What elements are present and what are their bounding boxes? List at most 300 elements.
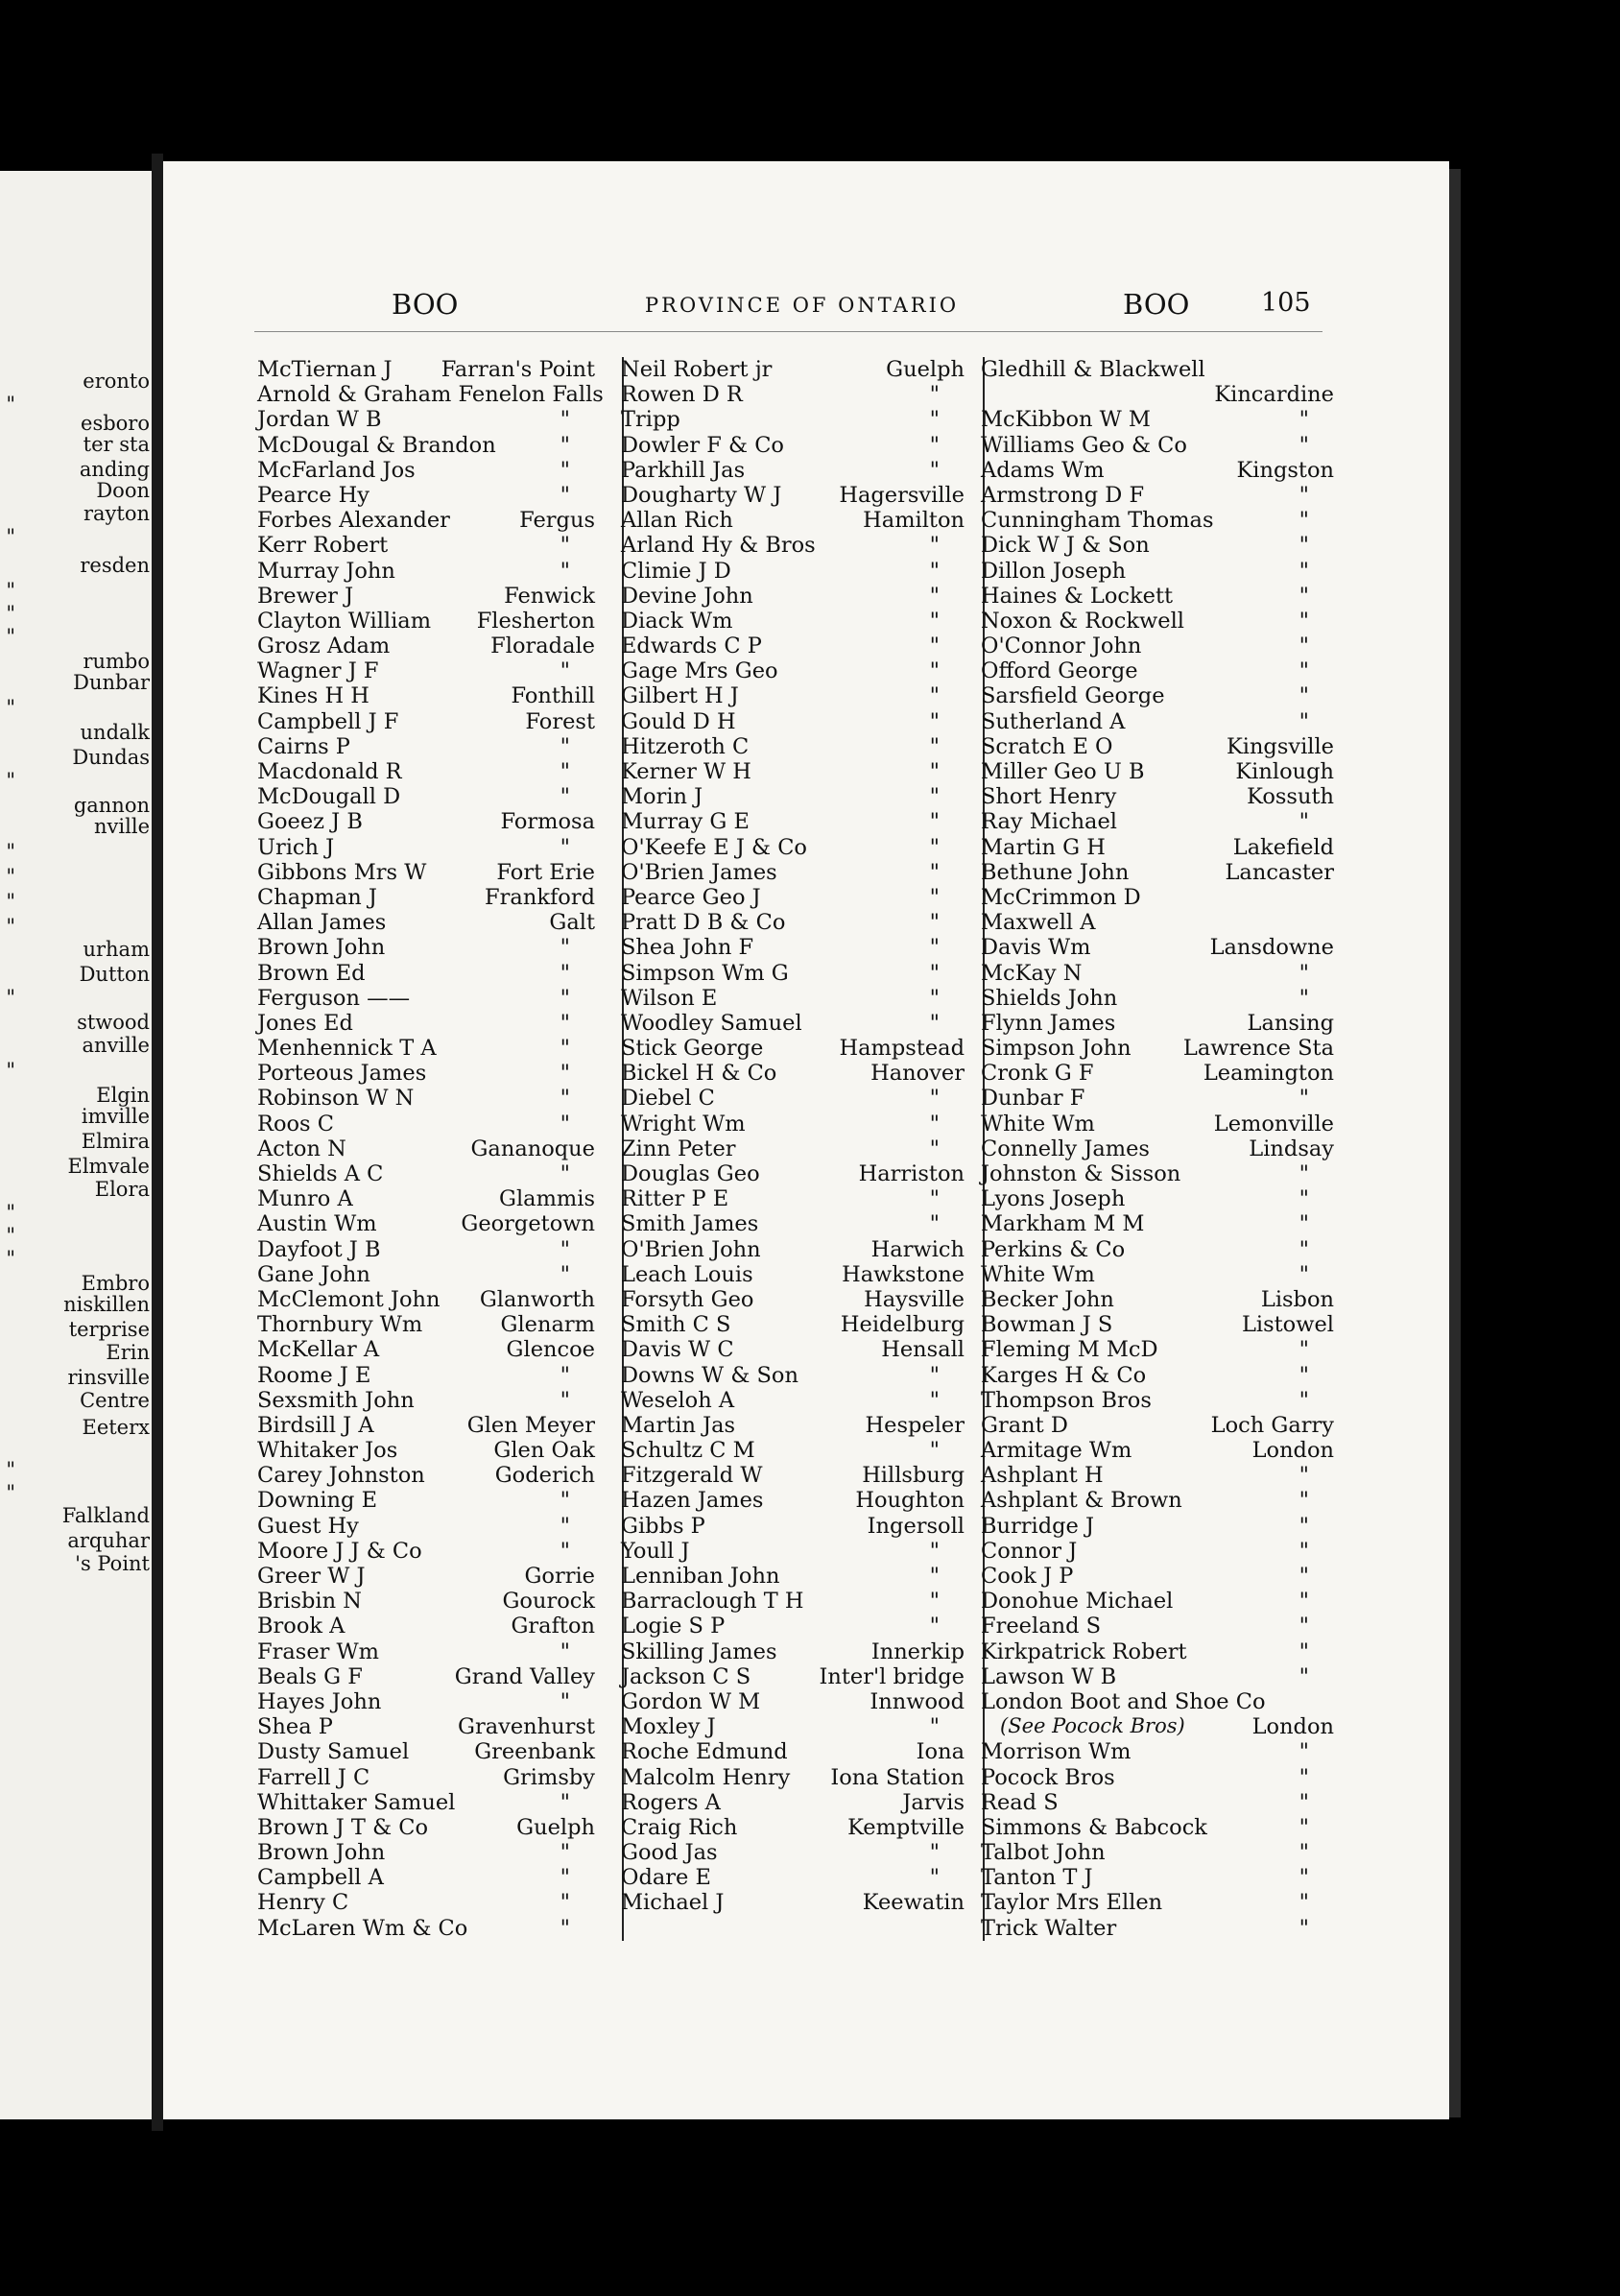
entry-place: Lindsay xyxy=(1249,1136,1334,1161)
entry-name: Pratt D B & Co xyxy=(621,910,786,936)
entry-name: McFarland Jos xyxy=(257,457,416,483)
left-page-fragment-text: " xyxy=(6,625,15,648)
ditto-mark: " xyxy=(560,432,570,458)
ditto-mark: " xyxy=(1298,1814,1309,1840)
entry-name: Short Henry xyxy=(981,784,1117,810)
entry-place: Grimsby xyxy=(503,1764,595,1790)
directory-entry xyxy=(621,1061,965,1086)
entry-name: Birdsill J A xyxy=(257,1412,374,1438)
ditto-mark: " xyxy=(929,708,940,734)
entry-name: Acton N xyxy=(257,1136,346,1161)
entry-name: Karges H & Co xyxy=(981,1362,1147,1388)
directory-entry xyxy=(257,458,595,483)
ditto-mark: " xyxy=(1298,1261,1309,1287)
ditto-mark: " xyxy=(1298,1362,1309,1388)
entry-name: Martin Jas xyxy=(621,1412,736,1438)
ditto-mark: " xyxy=(560,1387,570,1413)
ditto-mark: " xyxy=(929,784,940,810)
directory-entry xyxy=(981,533,1334,558)
entry-name: Taylor Mrs Ellen xyxy=(981,1890,1163,1916)
directory-entry xyxy=(981,584,1334,609)
entry-name: Bethune John xyxy=(981,859,1130,885)
directory-entry xyxy=(621,1287,965,1312)
entry-name: Brisbin N xyxy=(257,1589,362,1614)
entry-name: Kines H H xyxy=(257,683,369,709)
ditto-mark: " xyxy=(1298,1211,1309,1237)
entry-name: Campbell A xyxy=(257,1865,384,1891)
ditto-mark: " xyxy=(1298,960,1309,986)
entry-name: Wilson E xyxy=(621,985,718,1011)
entry-name: Shea John F xyxy=(621,935,754,961)
directory-entry xyxy=(257,809,595,834)
entry-name: McKay N xyxy=(981,960,1083,986)
entry-name: Diack Wm xyxy=(621,608,733,634)
entry-name: Offord George xyxy=(981,658,1138,684)
directory-entry xyxy=(981,1589,1334,1614)
entry-place: Hamilton xyxy=(863,508,965,534)
directory-column-3 xyxy=(981,357,1334,1941)
entry-name: Cronk G F xyxy=(981,1061,1094,1087)
directory-entry xyxy=(257,382,604,408)
entry-name: Moore J J & Co xyxy=(257,1538,422,1564)
directory-entry xyxy=(981,1790,1334,1815)
left-page-fragment-text: Embro xyxy=(81,1272,150,1295)
directory-entry xyxy=(621,885,965,910)
directory-entry xyxy=(981,1488,1334,1513)
entry-place: Leamington xyxy=(1203,1061,1334,1087)
entry-name: Morin J xyxy=(621,784,703,810)
directory-entry xyxy=(257,1011,595,1036)
ditto-mark: " xyxy=(1298,482,1309,508)
ditto-mark: " xyxy=(1298,1337,1309,1363)
entry-name: Dusty Samuel xyxy=(257,1739,410,1765)
directory-entry xyxy=(257,860,595,885)
directory-entry xyxy=(257,1036,595,1061)
header-left-keyword: BOO xyxy=(392,288,459,321)
directory-entry xyxy=(981,1890,1334,1915)
directory-entry xyxy=(257,1312,595,1337)
entry-name: Connelly James xyxy=(981,1136,1150,1161)
directory-entry xyxy=(981,559,1334,584)
directory-entry xyxy=(621,1739,965,1764)
directory-entry xyxy=(621,1790,965,1815)
entry-name: Cook J P xyxy=(981,1564,1074,1589)
directory-column-1 xyxy=(257,357,604,1941)
ditto-mark: " xyxy=(560,1688,570,1714)
ditto-mark: " xyxy=(1298,634,1309,659)
entry-place: Lisbon xyxy=(1260,1286,1334,1312)
entry-place: Flesherton xyxy=(476,608,595,634)
entry-place: Gorrie xyxy=(524,1564,595,1589)
directory-entry xyxy=(621,1312,965,1337)
ditto-mark: " xyxy=(560,658,570,684)
directory-entry xyxy=(981,734,1334,759)
entry-name: Ritter P E xyxy=(621,1186,729,1212)
directory-entry xyxy=(257,1337,595,1362)
ditto-mark: " xyxy=(929,809,940,835)
directory-entry xyxy=(621,458,965,483)
directory-entry xyxy=(621,935,965,960)
entry-name: Haines & Lockett xyxy=(981,583,1174,609)
directory-entry xyxy=(621,1815,965,1840)
directory-entry xyxy=(621,584,965,609)
left-page-fragment-text: imville xyxy=(81,1105,150,1128)
directory-entry xyxy=(257,1186,595,1211)
entry-place: Harriston xyxy=(858,1161,965,1186)
left-page-fragment-text: " xyxy=(6,602,15,625)
entry-name: Forbes Alexander xyxy=(257,508,450,534)
entry-place: Lansing xyxy=(1247,1010,1334,1036)
ditto-mark: " xyxy=(560,1111,570,1136)
directory-entry xyxy=(621,1262,965,1287)
ditto-mark: " xyxy=(929,1564,940,1589)
directory-entry xyxy=(621,1664,965,1689)
ditto-mark: " xyxy=(560,1915,570,1941)
entry-name: Davis Wm xyxy=(981,935,1091,961)
entry-name: Shea P xyxy=(257,1714,333,1740)
entry-place: Innwood xyxy=(870,1688,965,1714)
directory-entry xyxy=(257,1614,595,1638)
ditto-mark: " xyxy=(560,733,570,759)
directory-entry xyxy=(621,1363,965,1388)
directory-entry xyxy=(981,683,1334,708)
directory-entry xyxy=(981,1714,1334,1739)
ditto-mark: " xyxy=(929,382,940,408)
directory-entry xyxy=(981,1514,1334,1539)
ditto-mark: " xyxy=(1298,1589,1309,1614)
directory-entry xyxy=(621,809,965,834)
left-page-fragment-text: gannon xyxy=(73,794,150,817)
ditto-mark: " xyxy=(560,1086,570,1112)
ditto-mark: " xyxy=(929,1086,940,1112)
directory-entry xyxy=(981,658,1334,683)
ditto-mark: " xyxy=(929,608,940,634)
entry-place: Hawkstone xyxy=(842,1261,965,1287)
entry-place: Kincardine xyxy=(1214,382,1334,408)
directory-entry xyxy=(257,1488,595,1513)
ditto-mark: " xyxy=(929,910,940,936)
entry-place: Gananoque xyxy=(470,1136,595,1161)
ditto-mark: " xyxy=(1298,1387,1309,1413)
directory-entry xyxy=(257,1815,595,1840)
directory-entry xyxy=(257,609,595,634)
left-page-fragment-text: terprise xyxy=(68,1318,150,1341)
ditto-mark: " xyxy=(1298,708,1309,734)
directory-entry xyxy=(981,407,1334,432)
ditto-mark: " xyxy=(1298,809,1309,835)
entry-name: McDougall D xyxy=(257,784,401,810)
entry-name: Martin G H xyxy=(981,834,1106,860)
entry-name: Trick Walter xyxy=(981,1915,1117,1941)
ditto-mark: " xyxy=(929,683,940,709)
directory-entry xyxy=(257,1689,595,1714)
entry-name: Gibbs P xyxy=(621,1513,705,1539)
entry-name: Brook A xyxy=(257,1614,345,1639)
directory-entry xyxy=(257,1714,595,1739)
directory-entry xyxy=(981,935,1334,960)
directory-entry xyxy=(621,1136,965,1161)
entry-place: Lakefield xyxy=(1232,834,1334,860)
entry-name: Roche Edmund xyxy=(621,1739,788,1765)
directory-entry xyxy=(621,759,965,784)
directory-entry xyxy=(621,910,965,935)
entry-name: Michael J xyxy=(621,1890,725,1916)
left-page-fragment-text: urham xyxy=(83,938,150,961)
directory-entry xyxy=(621,835,965,860)
entry-name: Downs W & Son xyxy=(621,1362,798,1388)
ditto-mark: " xyxy=(560,935,570,961)
entry-name: Forsyth Geo xyxy=(621,1286,754,1312)
ditto-mark: " xyxy=(929,759,940,784)
ditto-mark: " xyxy=(929,1714,940,1740)
ditto-mark: " xyxy=(929,1186,940,1212)
directory-entry xyxy=(981,382,1334,407)
entry-name: Ashplant H xyxy=(981,1463,1104,1489)
entry-place: Glanworth xyxy=(479,1286,595,1312)
ditto-mark: " xyxy=(560,558,570,584)
entry-name: Donohue Michael xyxy=(981,1589,1174,1614)
entry-name: Read S xyxy=(981,1789,1059,1815)
left-page-fragment-text: Dundas xyxy=(72,746,150,769)
ditto-mark: " xyxy=(929,985,940,1011)
ditto-mark: " xyxy=(1298,1161,1309,1186)
directory-entry xyxy=(621,1337,965,1362)
directory-entry xyxy=(257,1514,595,1539)
directory-entry xyxy=(257,784,595,809)
directory-entry xyxy=(981,1438,1334,1463)
ditto-mark: " xyxy=(1298,658,1309,684)
left-page-fragment-text: " xyxy=(6,1481,15,1504)
ditto-mark: " xyxy=(560,834,570,860)
left-page-fragment-text: " xyxy=(6,393,15,416)
ditto-mark: " xyxy=(560,1488,570,1514)
directory-entry xyxy=(257,1890,595,1915)
directory-entry xyxy=(621,961,965,986)
directory-entry xyxy=(621,609,965,634)
left-page-fragment-text: rayton xyxy=(83,502,150,525)
left-page-fragment-text: arquhar xyxy=(67,1529,150,1552)
entry-name: Thompson Bros xyxy=(981,1387,1152,1413)
entry-name: Lyons Joseph xyxy=(981,1186,1126,1212)
header-rule xyxy=(254,331,1322,332)
entry-name: Murray John xyxy=(257,558,395,584)
ditto-mark: " xyxy=(929,658,940,684)
directory-entry xyxy=(257,508,595,533)
entry-name: Henry C xyxy=(257,1890,349,1916)
directory-entry xyxy=(981,1136,1334,1161)
directory-entry xyxy=(621,1237,965,1262)
entry-name: Rowen D R xyxy=(621,382,743,408)
ditto-mark: " xyxy=(929,1538,940,1564)
directory-entry xyxy=(981,1363,1334,1388)
ditto-mark: " xyxy=(1298,1739,1309,1765)
directory-entry xyxy=(981,1614,1334,1638)
entry-name: Campbell J F xyxy=(257,708,399,734)
ditto-mark: " xyxy=(560,482,570,508)
entry-place: Kinlough xyxy=(1235,759,1334,784)
entry-name: Climie J D xyxy=(621,558,731,584)
directory-entry xyxy=(257,961,595,986)
directory-entry xyxy=(621,433,965,458)
entry-place: Iona Station xyxy=(830,1764,965,1790)
entry-name: Kirkpatrick Robert xyxy=(981,1638,1187,1664)
entry-place: Guelph xyxy=(886,357,965,382)
entry-place: Glencoe xyxy=(506,1337,595,1363)
left-page-fragment-text: niskillen xyxy=(63,1293,150,1316)
ditto-mark: " xyxy=(1298,1638,1309,1664)
ditto-mark: " xyxy=(929,407,940,433)
left-page-fragment-text: " xyxy=(6,915,15,938)
entry-name: Munro A xyxy=(257,1186,353,1212)
entry-name: Williams Geo & Co xyxy=(981,432,1187,458)
entry-name: Pearce Geo J xyxy=(621,884,761,910)
entry-name: McTiernan J xyxy=(257,357,393,382)
entry-name: Simpson Wm G xyxy=(621,960,789,986)
directory-entry xyxy=(257,433,595,458)
entry-name: Miller Geo U B xyxy=(981,759,1145,784)
entry-name: Robinson W N xyxy=(257,1086,415,1112)
directory-entry xyxy=(981,1186,1334,1211)
directory-entry xyxy=(981,483,1334,508)
directory-entry xyxy=(257,1211,595,1236)
directory-entry xyxy=(981,1916,1334,1941)
entry-name: London Boot and Shoe Co xyxy=(981,1688,1266,1714)
entry-name: Wagner J F xyxy=(257,658,379,684)
directory-entry xyxy=(981,1840,1334,1865)
entry-name: Chapman J xyxy=(257,884,377,910)
ditto-mark: " xyxy=(1298,1614,1309,1639)
directory-entry xyxy=(257,1840,595,1865)
entry-name: O'Connor John xyxy=(981,634,1142,659)
directory-entry xyxy=(981,885,1334,910)
directory-entry xyxy=(257,407,595,432)
entry-name: Brewer J xyxy=(257,583,354,609)
entry-name: Jackson C S xyxy=(621,1663,751,1689)
directory-entry xyxy=(981,784,1334,809)
entry-place: Glammis xyxy=(499,1186,595,1212)
ditto-mark: " xyxy=(929,1387,940,1413)
entry-name: O'Brien James xyxy=(621,859,777,885)
ditto-mark: " xyxy=(1298,1789,1309,1815)
left-page-fragment-text: eronto xyxy=(83,370,150,393)
ditto-mark: " xyxy=(1298,1538,1309,1564)
entry-name: Downing E xyxy=(257,1488,378,1514)
left-page-fragment-text: Elgin xyxy=(96,1084,150,1107)
directory-entry xyxy=(257,885,595,910)
left-page-fragment-text: " xyxy=(6,1224,15,1247)
directory-entry xyxy=(257,658,595,683)
left-page-fragment-text: " xyxy=(6,890,15,913)
entry-name: Barraclough T H xyxy=(621,1589,804,1614)
entry-place: Haysville xyxy=(864,1286,965,1312)
directory-entry xyxy=(621,1011,965,1036)
ditto-mark: " xyxy=(1298,683,1309,709)
directory-entry xyxy=(981,835,1334,860)
entry-name: Fleming M McD xyxy=(981,1337,1158,1363)
entry-name: Dillon Joseph xyxy=(981,558,1127,584)
directory-entry xyxy=(621,1890,965,1915)
left-page-fragment-text: " xyxy=(6,1059,15,1082)
directory-entry xyxy=(621,1112,965,1136)
entry-name: Gibbons Mrs W xyxy=(257,859,427,885)
left-page-fragment xyxy=(0,171,152,2119)
entry-name: Stick George xyxy=(621,1036,764,1062)
entry-name: Dayfoot J B xyxy=(257,1236,381,1262)
ditto-mark: " xyxy=(560,457,570,483)
entry-name: McClemont John xyxy=(257,1286,441,1312)
entry-name: Schultz C M xyxy=(621,1438,755,1464)
ditto-mark: " xyxy=(929,935,940,961)
ditto-mark: " xyxy=(929,432,940,458)
directory-entry xyxy=(981,1036,1334,1061)
entry-place: Innerkip xyxy=(870,1638,965,1664)
entry-name: Simpson John xyxy=(981,1036,1132,1062)
entry-name: Gould D H xyxy=(621,708,736,734)
directory-entry xyxy=(621,1388,965,1413)
entry-name: Logie S P xyxy=(621,1614,726,1639)
entry-place: Kossuth xyxy=(1247,784,1334,810)
entry-place: Georgetown xyxy=(461,1211,595,1237)
directory-entry xyxy=(621,508,965,533)
entry-place: Ingersoll xyxy=(867,1513,965,1539)
ditto-mark: " xyxy=(1298,1236,1309,1262)
left-page-fragment-text: " xyxy=(6,525,15,548)
entry-name: Lenniban John xyxy=(621,1564,780,1589)
directory-entry xyxy=(257,709,595,734)
entry-place: Loch Garry xyxy=(1210,1412,1334,1438)
header-right-keyword: BOO xyxy=(1123,288,1190,321)
entry-place: London xyxy=(1251,1438,1334,1464)
directory-entry xyxy=(621,986,965,1011)
entry-place: Kemptville xyxy=(847,1814,965,1840)
ditto-mark: " xyxy=(1298,1663,1309,1689)
entry-name: Smith James xyxy=(621,1211,759,1237)
entry-name: Simmons & Babcock xyxy=(981,1814,1207,1840)
entry-name: Thornbury Wm xyxy=(257,1312,423,1338)
directory-entry xyxy=(981,1112,1334,1136)
entry-name: Diebel C xyxy=(621,1086,715,1112)
entry-place: Kingston xyxy=(1236,457,1334,483)
directory-entry xyxy=(257,734,595,759)
entry-place: Grand Valley xyxy=(454,1663,595,1689)
directory-entry xyxy=(621,1488,965,1513)
directory-entry xyxy=(981,1287,1334,1312)
entry-name: Talbot John xyxy=(981,1840,1106,1866)
left-page-fragment-text: 's Point xyxy=(75,1552,150,1575)
entry-place: Grafton xyxy=(511,1614,595,1639)
left-page-fragment-text: " xyxy=(6,1201,15,1224)
entry-name: O'Keefe E J & Co xyxy=(621,834,807,860)
directory-entry xyxy=(981,1312,1334,1337)
entry-name: Burridge J xyxy=(981,1513,1095,1539)
directory-entry xyxy=(621,1714,965,1739)
directory-entry xyxy=(981,1086,1334,1111)
entry-name: Zinn Peter xyxy=(621,1136,736,1161)
entry-name: Carey Johnston xyxy=(257,1463,425,1489)
entry-name: Moxley J xyxy=(621,1714,716,1740)
entry-name: Smith C S xyxy=(621,1312,731,1338)
entry-name: Johnston & Sisson xyxy=(981,1161,1181,1186)
ditto-mark: " xyxy=(929,859,940,885)
left-page-fragment-text: rinsville xyxy=(67,1366,150,1389)
entry-name: Ray Michael xyxy=(981,809,1117,835)
entry-name: Edwards C P xyxy=(621,634,762,659)
directory-entry xyxy=(981,709,1334,734)
entry-name: Roome J E xyxy=(257,1362,371,1388)
entry-name: White Wm xyxy=(981,1261,1095,1287)
directory-entry xyxy=(621,1186,965,1211)
entry-name: Ferguson —— xyxy=(257,985,411,1011)
